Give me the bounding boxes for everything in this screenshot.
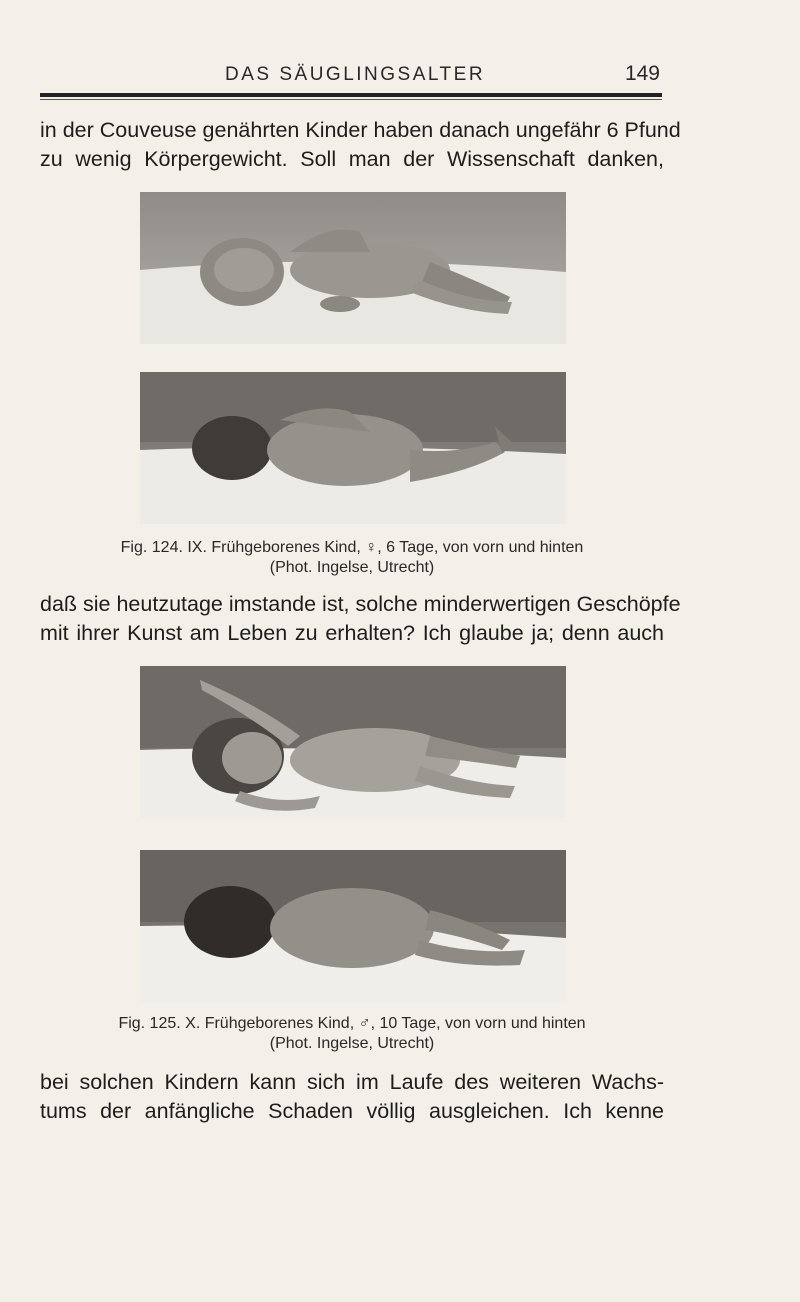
paragraph-line: bei solchen Kindern kann sich im Laufe des weiteren Wachs- (40, 1070, 664, 1094)
paragraph-line: zu wenig Körpergewicht. Soll man der Wissenschaft danken, (40, 147, 664, 171)
caption-credit: (Phot. Ingelse, Utrecht) (269, 559, 435, 576)
photo-infant-back-fig124 (140, 372, 566, 524)
paragraph-line: tums der anfängliche Schaden völlig ausgleichen. Ich kenne (40, 1099, 664, 1123)
photo-infant-back-fig125 (140, 850, 566, 1002)
caption-credit: (Phot. Ingelse, Utrecht) (269, 1035, 435, 1052)
running-title: DAS SÄUGLINGSALTER (225, 64, 486, 85)
paragraph-line: in der Couveuse genährten Kinder haben danach ungefähr 6 Pfund (40, 118, 681, 142)
caption-line: Fig. 125. X. Frühgeborenes Kind, ♂, 10 Tage, von vorn und hinten (118, 1015, 586, 1032)
photo-infant-front-fig124 (140, 192, 566, 344)
paragraph-1 (40, 116, 681, 174)
paragraph-line: daß sie heutzutage imstande ist, solche minderwertigen Geschöpfe (40, 592, 681, 616)
paragraph-line: mit ihrer Kunst am Leben zu erhalten? Ich glaube ja; denn auch (40, 621, 664, 645)
header-rule-thin (40, 99, 662, 100)
photo-infant-front-fig125 (140, 666, 566, 818)
page-header (40, 62, 660, 90)
page-number: 149 (624, 62, 660, 85)
figure-124-caption (40, 538, 664, 578)
paragraph-3 (40, 1068, 664, 1126)
figure-125-caption (40, 1014, 664, 1054)
header-rule-thick (40, 93, 662, 97)
caption-line: Fig. 124. IX. Frühgeborenes Kind, ♀, 6 Tage, von vorn und hinten (120, 539, 584, 556)
paragraph-2 (40, 590, 681, 648)
